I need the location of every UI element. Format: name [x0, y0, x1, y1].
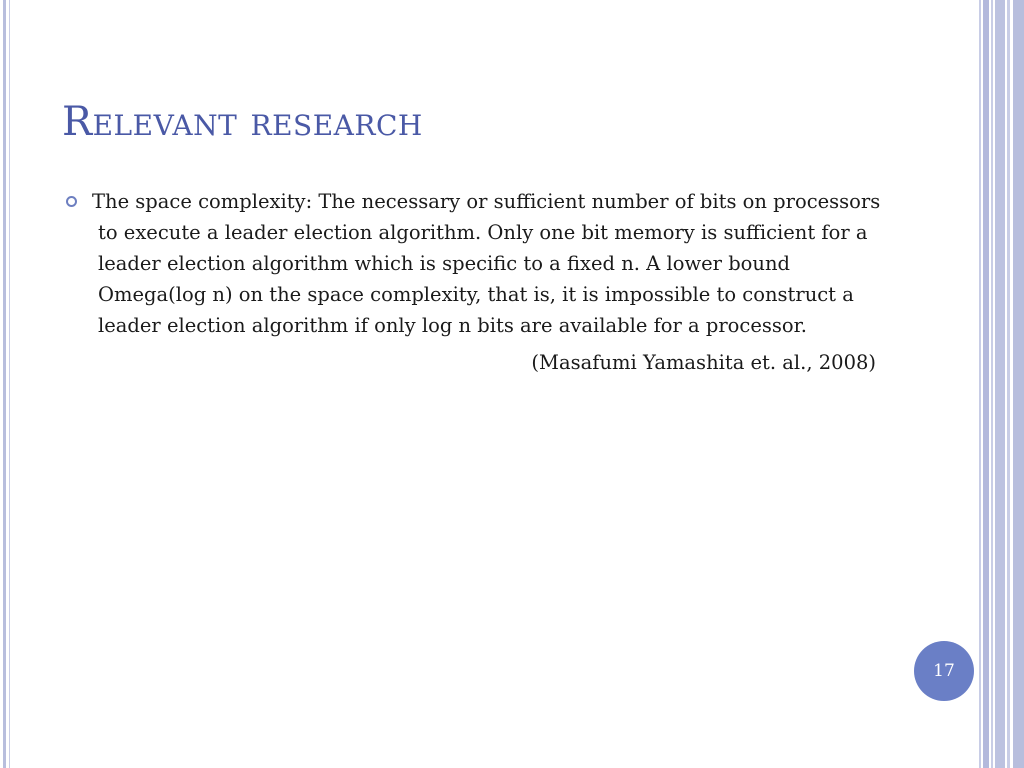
- right-border-stripe: [1007, 0, 1010, 768]
- bullet-list: [62, 186, 890, 378]
- right-border-stripe: [983, 0, 989, 768]
- right-border-stripe: [995, 0, 1005, 768]
- bullet-item: [62, 186, 890, 378]
- right-border-stripe: [979, 0, 981, 768]
- hollow-circle-bullet-icon: [66, 196, 77, 207]
- left-border-line: [3, 0, 6, 768]
- slide-title: Relevant research: [62, 99, 423, 145]
- page-number: 17: [933, 661, 955, 681]
- citation: (Masafumi Yamashita et. al., 2008): [531, 351, 876, 374]
- right-border-stripe: [1013, 0, 1024, 768]
- page-number-badge: [914, 641, 974, 701]
- left-border-line: [9, 0, 10, 768]
- slide-body: [62, 186, 890, 378]
- right-border-stripe: [991, 0, 993, 768]
- bullet-text: The space complexity: The necessary or sufficient number of bits on processors to execute a leader election algorithm. Only one bit memory is sufficient for a leader election algorithm which is specific to a fixed n. A lower bound Omega(log n) on the space complexity, that is, it is impossible to construct a leader election algorithm if only log n bits are available for a processor.: [92, 190, 881, 337]
